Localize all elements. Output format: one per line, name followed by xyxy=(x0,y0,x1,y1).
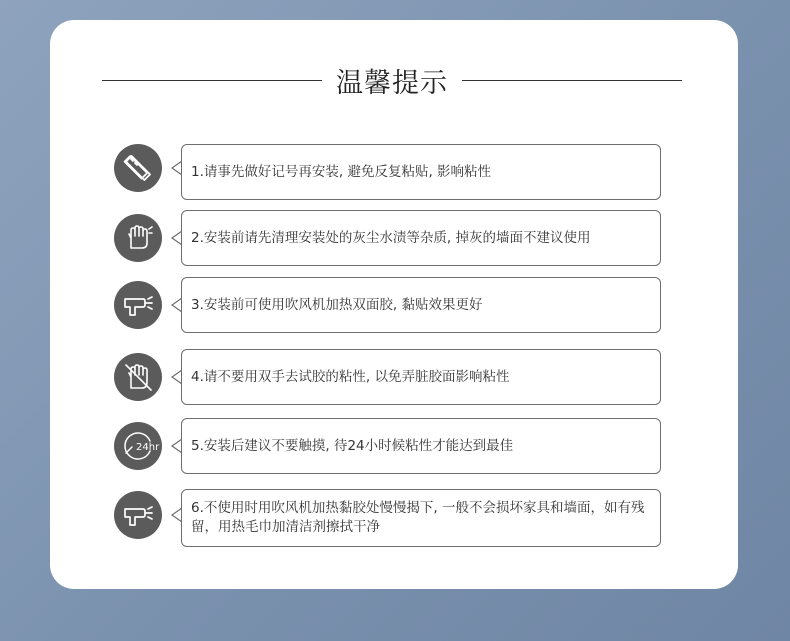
tip-item-6 xyxy=(112,489,664,547)
tip-bubble xyxy=(181,418,661,474)
hand-icon xyxy=(114,214,162,262)
tip-bubble xyxy=(181,210,661,266)
tip-bubble xyxy=(181,489,661,547)
tip-bubble xyxy=(181,277,661,333)
tips-card xyxy=(50,20,738,589)
tip-bubble xyxy=(181,144,661,200)
hair-dryer-icon xyxy=(114,281,162,329)
clock-label: 24hr xyxy=(136,442,160,453)
tip-item-1 xyxy=(112,144,664,200)
tip-text: 2.安装前请先清理安装处的灰尘水渍等杂质, 掉灰的墙面不建议使用 xyxy=(191,229,591,246)
title-left-line xyxy=(102,80,322,81)
page-title: 温馨提示 xyxy=(336,67,448,99)
tip-item-4 xyxy=(112,349,664,405)
title-right-line xyxy=(462,80,682,81)
ruler-pencil-icon xyxy=(114,144,162,192)
title-row xyxy=(102,60,682,100)
no-touch-icon xyxy=(114,353,162,401)
tip-item-3 xyxy=(112,277,664,333)
tip-bubble xyxy=(181,349,661,405)
tip-text: 5.安装后建议不要触摸, 待24小时候粘性才能达到最佳 xyxy=(191,437,514,454)
hair-dryer-icon xyxy=(114,491,162,539)
tip-item-5 xyxy=(112,418,664,474)
tip-text: 3.安装前可使用吹风机加热双面胶, 黏贴效果更好 xyxy=(191,296,483,313)
tip-text: 6.不使用时用吹风机加热黏胶处慢慢揭下, 一般不会损坏家具和墙面，如有残留，用热毛巾加清洁剂擦拭干净 xyxy=(191,500,645,535)
clock-24hr-icon xyxy=(114,422,162,470)
tip-item-2 xyxy=(112,210,664,266)
tip-text: 4.请不要用双手去试胶的粘性, 以免弄脏胶面影响粘性 xyxy=(191,368,510,385)
tip-text: 1.请事先做好记号再安装, 避免反复粘贴, 影响粘性 xyxy=(191,163,492,180)
